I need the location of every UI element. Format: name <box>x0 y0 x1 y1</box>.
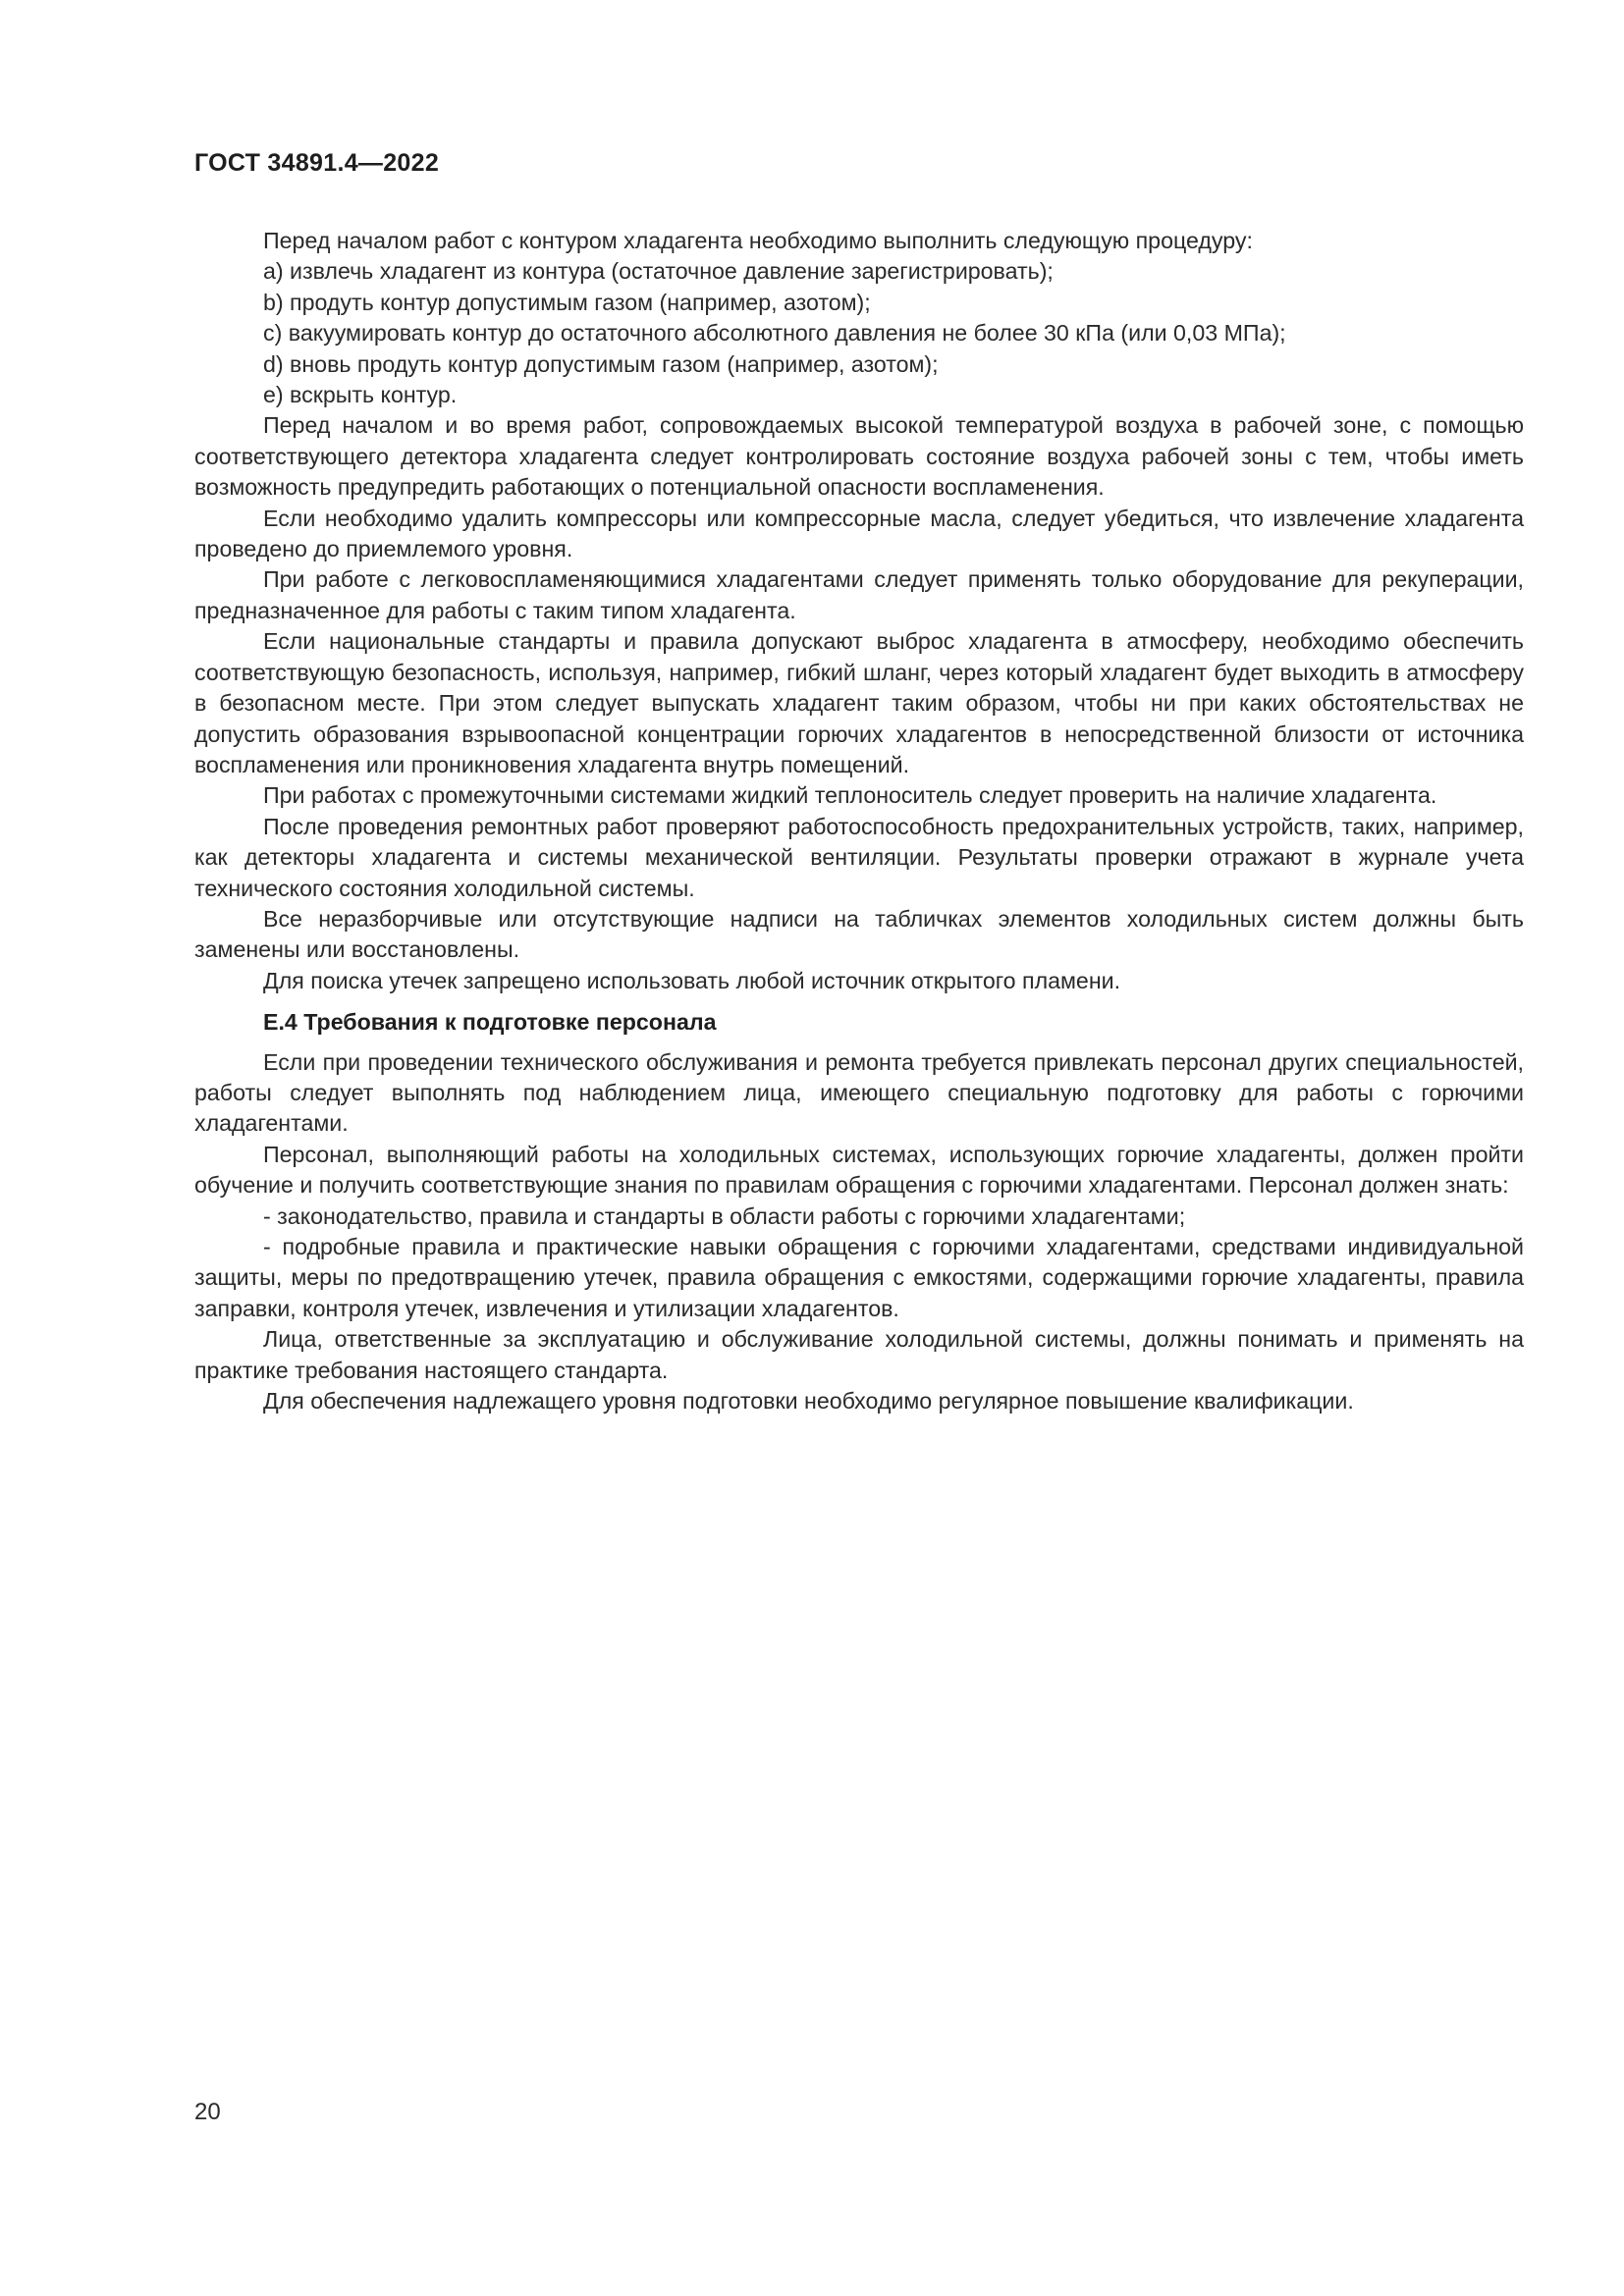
section-heading-e4: Е.4 Требования к подготовке персонала <box>263 1009 717 1036</box>
procedure-step-a: a) извлечь хладагент из контура (остаточное давление зарегистрировать); <box>263 258 1054 285</box>
paragraph: После проведения ремонтных работ проверяют работоспособность предохранительных устройств, таких, например, как детекторы хладагента и системы механической вентиляции. Результаты проверки отражают в журнале учета технического состояния холодильной системы. <box>194 813 1524 901</box>
page-number: 20 <box>194 2099 221 2125</box>
procedure-step-e: e) вскрыть контур. <box>263 382 458 408</box>
paragraph: Если национальные стандарты и правила допускают выброс хладагента в атмосферу, необходимо обеспечить соответствующую безопасность, используя, например, гибкий шланг, через который хладагент будет выходить в атмосферу в безопасном месте. При этом следует выпускать хладагент таким образом, чтобы ни при каких обстоятельствах не допустить образования взрывоопасной концентрации горючих хладагентов в непосредственной близости от источника воспламенения или проникновения хладагента внутрь помещений. <box>194 628 1524 777</box>
procedure-step-b: b) продуть контур допустимым газом (например, азотом); <box>263 289 871 315</box>
list-item: - подробные правила и практические навыки обращения с горючими хладагентами, средствами индивидуальной защиты, меры по предотвращению утечек, правила обращения с емкостями, содержащими горючие хладагенты, правила заправки, контроля утечек, извлечения и утилизации хладагентов. <box>194 1234 1524 1321</box>
procedure-intro: Перед началом работ с контуром хладагента необходимо выполнить следующую процедуру: <box>263 228 1253 253</box>
paragraph: При работе с легковоспламеняющимися хладагентами следует применять только оборудование для рекуперации, предназначенное для работы с таким типом хладагента. <box>194 566 1524 623</box>
paragraph: Лица, ответственные за эксплуатацию и обслуживание холодильной системы, должны понимать и применять на практике требования настоящего стандарта. <box>194 1326 1524 1383</box>
paragraph: Персонал, выполняющий работы на холодильных системах, использующих горючие хладагенты, должен пройти обучение и получить соответствующие знания по правилам обращения с горючими хладагентами. Персонал должен знать: <box>194 1141 1524 1199</box>
paragraph: Для обеспечения надлежащего уровня подготовки необходимо регулярное повышение квалификации. <box>263 1388 1354 1415</box>
paragraph: Перед началом и во время работ, сопровождаемых высокой температурой воздуха в рабочей зоне, с помощью соответствующего детектора хладагента следует контролировать состояние воздуха рабочей зоны с тем, чтобы иметь возможность предупредить работающих о потенциальной опасности воспламенения. <box>194 412 1524 501</box>
paragraph: Если при проведении технического обслуживания и ремонта требуется привлекать персонал других специальностей, работы следует выполнять под наблюдением лица, имеющего специальную подготовку для работы с горючими хладагентами. <box>194 1048 1524 1137</box>
list-item: - законодательство, правила и стандарты в области работы с горючими хладагентами; <box>263 1202 1186 1229</box>
paragraph: Все неразборчивые или отсутствующие надписи на табличках элементов холодильных систем должны быть заменены или восстановлены. <box>194 905 1524 963</box>
document-body <box>194 226 1524 1416</box>
paragraph: Для поиска утечек запрещено использовать любой источник открытого пламени. <box>263 967 1121 993</box>
paragraph: При работах с промежуточными системами жидкий теплоноситель следует проверить на наличие хладагента. <box>263 782 1437 809</box>
document-header: ГОСТ 34891.4—2022 <box>194 149 440 177</box>
procedure-step-c: c) вакуумировать контур до остаточного абсолютного давления не более 30 кПа (или 0,03 МПа); <box>263 320 1286 347</box>
procedure-step-d: d) вновь продуть контур допустимым газом (например, азотом); <box>263 350 939 377</box>
paragraph: Если необходимо удалить компрессоры или компрессорные масла, следует убедиться, что извлечение хладагента проведено до приемлемого уровня. <box>194 505 1524 562</box>
